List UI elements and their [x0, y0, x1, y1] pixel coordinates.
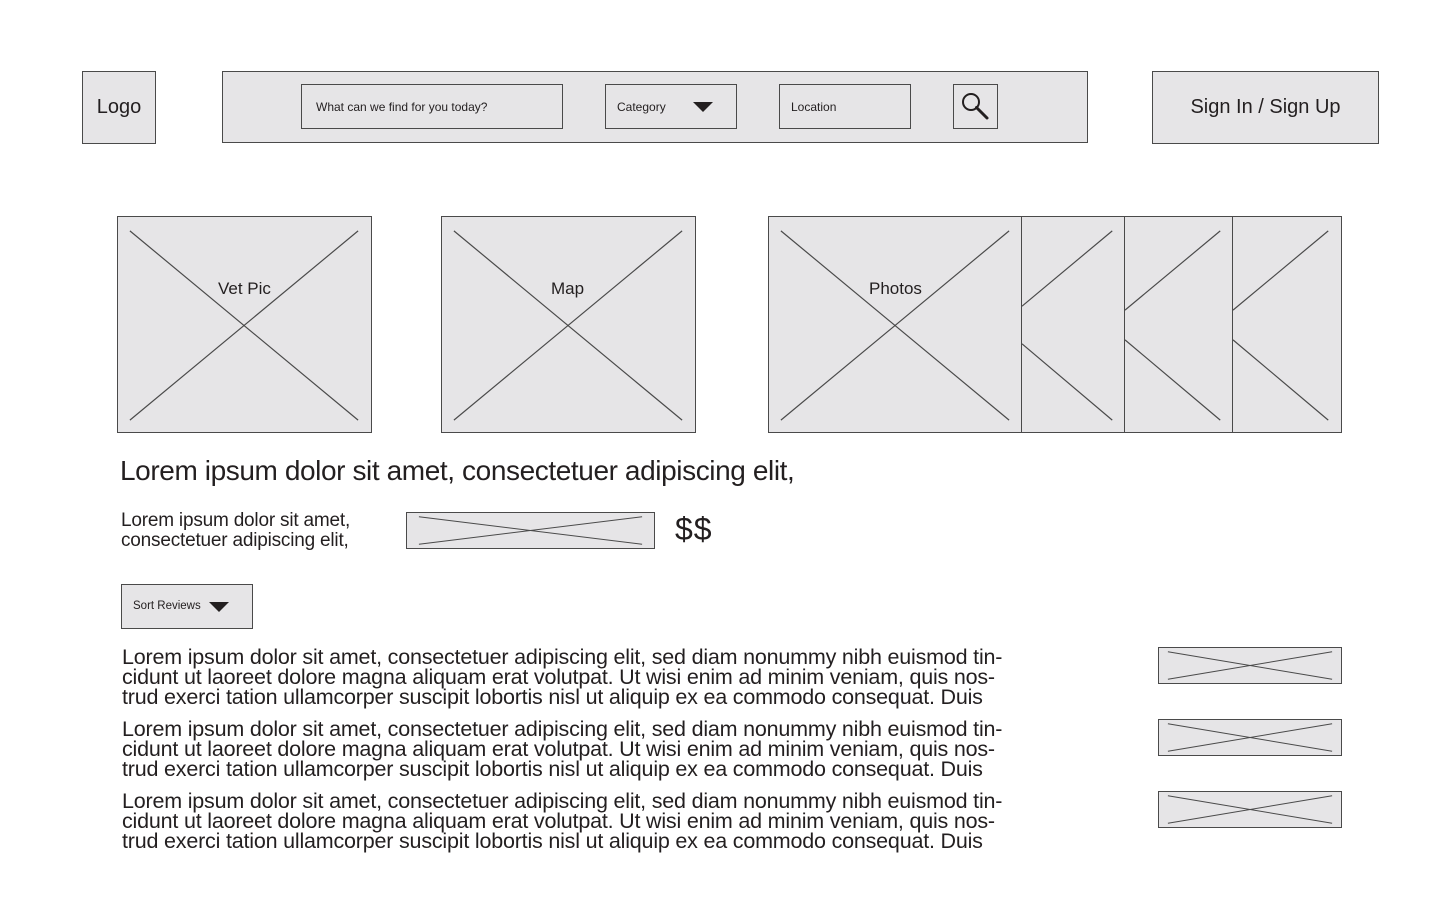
photo-thumbnail[interactable] [1232, 216, 1342, 433]
photo-thumbnail[interactable] [1124, 216, 1234, 433]
review-line: cidunt ut laoreet dolore magna aliquam erat volutpat. Ut wisi enim ad minim veniam, quis nos- [122, 737, 995, 761]
review-line: trud exerci tation ullamcorper suscipit lobortis nisl ut aliquip ex ea commodo consequat. Duis [122, 829, 983, 853]
review-line: Lorem ipsum dolor sit amet, consectetuer adipiscing elit, sed diam nonummy nibh euismod tin- [122, 789, 1003, 813]
placeholder-cross [1233, 217, 1341, 432]
business-title: Lorem ipsum dolor sit amet, consectetuer adipiscing elit, [120, 455, 795, 486]
sign-in-label: Sign In / Sign Up [1190, 96, 1341, 118]
subtitle-line: consectetuer adipiscing elit, [121, 530, 349, 551]
price-level: $$ [675, 511, 713, 547]
map-placeholder[interactable] [441, 216, 696, 433]
sort-reviews-dropdown[interactable] [121, 584, 253, 629]
review-line: Lorem ipsum dolor sit amet, consectetuer adipiscing elit, sed diam nonummy nibh euismod tin- [122, 717, 1003, 741]
placeholder-cross [1159, 648, 1341, 683]
review-line: trud exerci tation ullamcorper suscipit lobortis nisl ut aliquip ex ea commodo consequat. Duis [122, 685, 983, 709]
placeholder-cross [442, 217, 695, 432]
subtitle-line: Lorem ipsum dolor sit amet, [121, 510, 351, 531]
placeholder-cross [1159, 792, 1341, 827]
review-text [122, 791, 1002, 851]
sign-in-button[interactable] [1152, 71, 1379, 144]
review-rating-placeholder [1158, 791, 1342, 828]
logo[interactable] [82, 71, 156, 144]
caret-down-icon [209, 602, 229, 612]
placeholder-cross [769, 217, 1022, 432]
vet-pic-placeholder [117, 216, 372, 433]
placeholder-cross [1125, 217, 1233, 432]
logo-label: Logo [96, 96, 142, 118]
review-line: cidunt ut laoreet dolore magna aliquam erat volutpat. Ut wisi enim ad minim veniam, quis nos- [122, 665, 995, 689]
rating-placeholder [406, 512, 655, 549]
placeholder-cross [118, 217, 371, 432]
category-label: Category [617, 99, 666, 114]
search-button[interactable] [953, 84, 998, 129]
caret-down-icon [693, 102, 713, 112]
review-line: Lorem ipsum dolor sit amet, consectetuer adipiscing elit, sed diam nonummy nibh euismod tin- [122, 645, 1003, 669]
review-rating-placeholder [1158, 647, 1342, 684]
search-icon [954, 85, 999, 130]
review-text [122, 719, 1002, 779]
photos-label: Photos [869, 279, 922, 298]
location-input-placeholder: Location [791, 99, 837, 114]
placeholder-cross [1159, 720, 1341, 755]
search-input-placeholder: What can we find for you today? [316, 99, 488, 114]
location-input[interactable] [779, 84, 911, 129]
vet-pic-label: Vet Pic [218, 279, 271, 298]
business-subtitle [121, 511, 350, 551]
photo-thumbnail[interactable] [1021, 216, 1126, 433]
placeholder-cross [1022, 217, 1125, 432]
review-text [122, 647, 1002, 707]
review-rating-placeholder [1158, 719, 1342, 756]
review-line: trud exerci tation ullamcorper suscipit lobortis nisl ut aliquip ex ea commodo consequat. Duis [122, 757, 983, 781]
category-dropdown[interactable] [605, 84, 737, 129]
search-input[interactable] [301, 84, 563, 129]
placeholder-cross [407, 513, 654, 548]
review-line: cidunt ut laoreet dolore magna aliquam erat volutpat. Ut wisi enim ad minim veniam, quis nos- [122, 809, 995, 833]
photos-main-placeholder[interactable] [768, 216, 1023, 433]
sort-reviews-label: Sort Reviews [133, 599, 201, 612]
map-label: Map [551, 279, 585, 298]
